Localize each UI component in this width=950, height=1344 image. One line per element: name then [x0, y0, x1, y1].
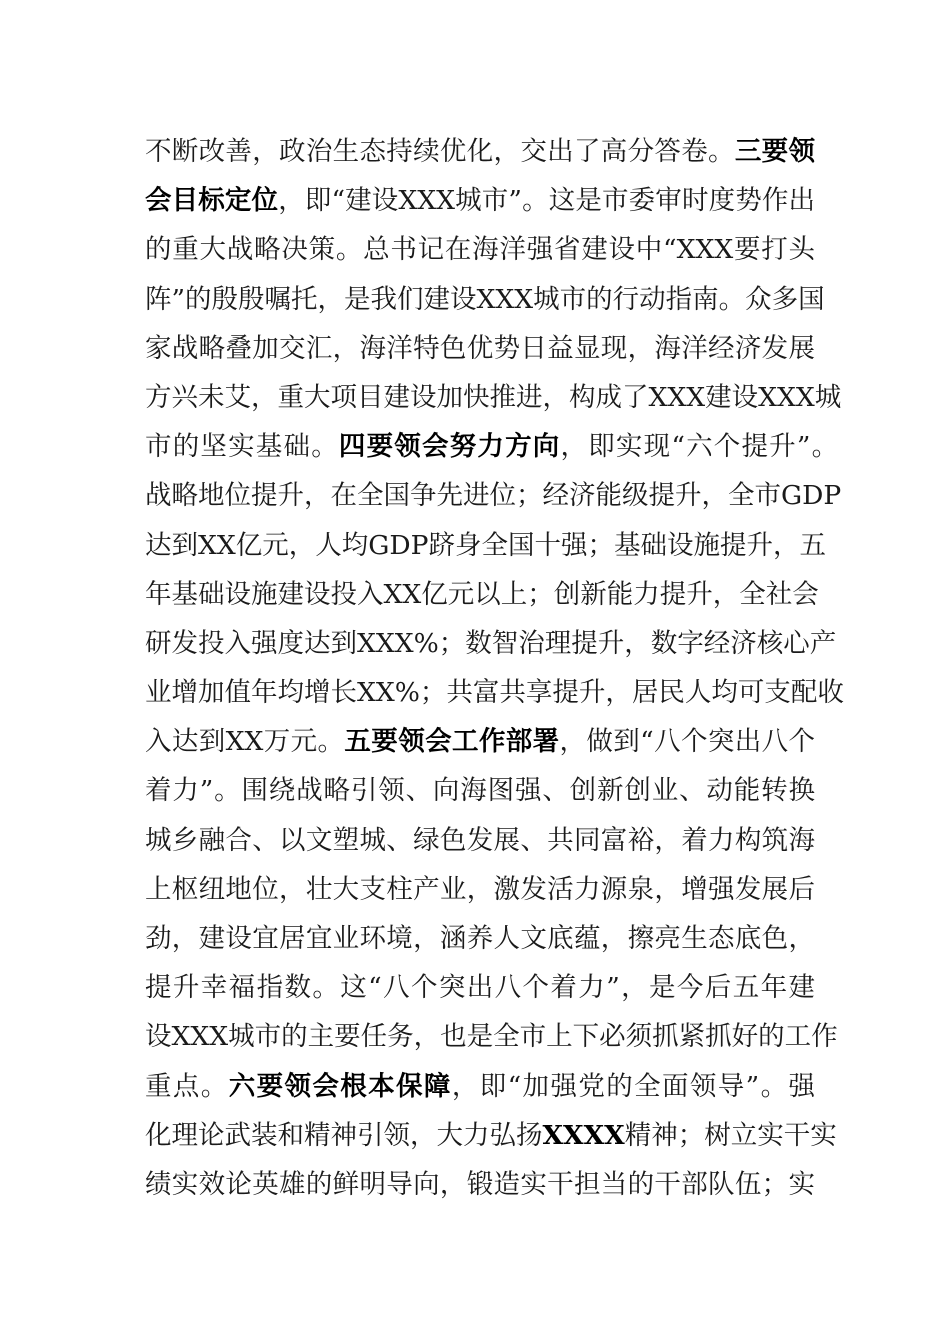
- body-text-run: 入达到XX万元。: [145, 726, 345, 758]
- bold-heading-text: 三要领: [734, 136, 815, 167]
- body-text-run: ，即“建设XXX城市”。这是市委审时度势作出: [278, 185, 815, 217]
- body-text-run: 化理论武装和精神引领，大力弘扬: [145, 1119, 543, 1151]
- text-line: [145, 816, 815, 865]
- body-text-run: 重点。: [145, 1070, 229, 1102]
- text-line: [145, 1062, 815, 1111]
- body-text-run: 劲，建设宜居宜业环境，涵养人文底蕴，擦亮生态底色，: [145, 923, 815, 954]
- body-text-run: 绩实效论英雄的鲜明导向，锻造实干担当的干部队伍；实: [145, 1168, 815, 1200]
- body-text-run: 家战略叠加交汇，海洋特色优势日益显现，海洋经济发展: [145, 332, 815, 364]
- text-line: [145, 717, 815, 766]
- text-line: [145, 225, 815, 274]
- text-line: [145, 373, 842, 422]
- body-text-run: 市的坚实基础。: [145, 431, 339, 463]
- bold-heading-text: XXXX: [542, 1119, 625, 1151]
- body-text-run: 提升幸福指数。这“八个突出八个着力”，是今后五年建: [145, 972, 815, 1004]
- text-line: [145, 176, 815, 225]
- bold-heading-text: 六要领会根本保障: [228, 1070, 452, 1102]
- body-text-run: 精神；树立实干实: [624, 1119, 837, 1151]
- body-text-run: 城乡融合、以文塑城、绿色发展、共同富裕，着力构筑海: [145, 824, 815, 856]
- text-line: [145, 471, 842, 520]
- text-line: [145, 422, 840, 471]
- bold-heading-text: 会目标定位: [145, 185, 279, 217]
- body-text-run: 上枢纽地位，壮大支柱产业，激发活力源泉，增强发展后: [145, 873, 815, 905]
- body-text-run: 达到XX亿元，人均GDP跻身全国十强；基础设施提升，五: [145, 529, 826, 561]
- body-text-run: 不断改善，政治生态持续优化，交出了高分答卷。: [145, 136, 735, 167]
- text-line: [145, 914, 815, 963]
- text-line: [145, 668, 844, 717]
- text-line: [145, 570, 819, 619]
- bold-heading-text: 四要领会努力方向: [338, 431, 561, 463]
- text-line: [145, 1160, 815, 1209]
- text-line: [145, 521, 826, 570]
- body-text-run: 的重大战略决策。总书记在海洋强省建设中“XXX要打头: [145, 234, 815, 266]
- body-text-run: 年基础设施建设投入XX亿元以上；创新能力提升，全社会: [145, 578, 819, 610]
- text-line: [145, 275, 825, 324]
- body-text-run: 战略地位提升，在全国争先进位；经济能级提升，全市GDP: [145, 480, 842, 512]
- text-line: [145, 1012, 838, 1061]
- body-text-run: 方兴未艾，重大项目建设加快推进，构成了XXX建设XXX城: [145, 381, 842, 413]
- text-line: [145, 963, 815, 1012]
- text-line: [145, 865, 815, 914]
- text-line: [145, 766, 815, 815]
- body-text-run: ，即“加强党的全面领导”。强: [451, 1070, 816, 1102]
- body-text-run: ，即实现“六个提升”。: [560, 431, 840, 463]
- text-line: [145, 1111, 837, 1160]
- body-text-run: 研发投入强度达到XXX%；数智治理提升，数字经济核心产: [145, 627, 837, 659]
- body-text-run: ，做到“八个突出八个: [559, 726, 815, 758]
- bold-heading-text: 五要领会工作部署: [344, 726, 560, 758]
- text-line: [145, 324, 815, 373]
- text-line: [145, 619, 837, 668]
- text-line: [145, 127, 815, 176]
- body-text-run: 业增加值年均增长XX%；共富共享提升，居民人均可支配收: [145, 677, 844, 709]
- body-text-run: 着力”。围绕战略引领、向海图强、创新创业、动能转换: [145, 775, 815, 807]
- body-text-run: 阵”的殷殷嘱托，是我们建设XXX城市的行动指南。众多国: [145, 283, 825, 315]
- body-text: [145, 127, 844, 1209]
- body-text-run: 设XXX城市的主要任务，也是全市上下必须抓紧抓好的工作: [145, 1021, 838, 1053]
